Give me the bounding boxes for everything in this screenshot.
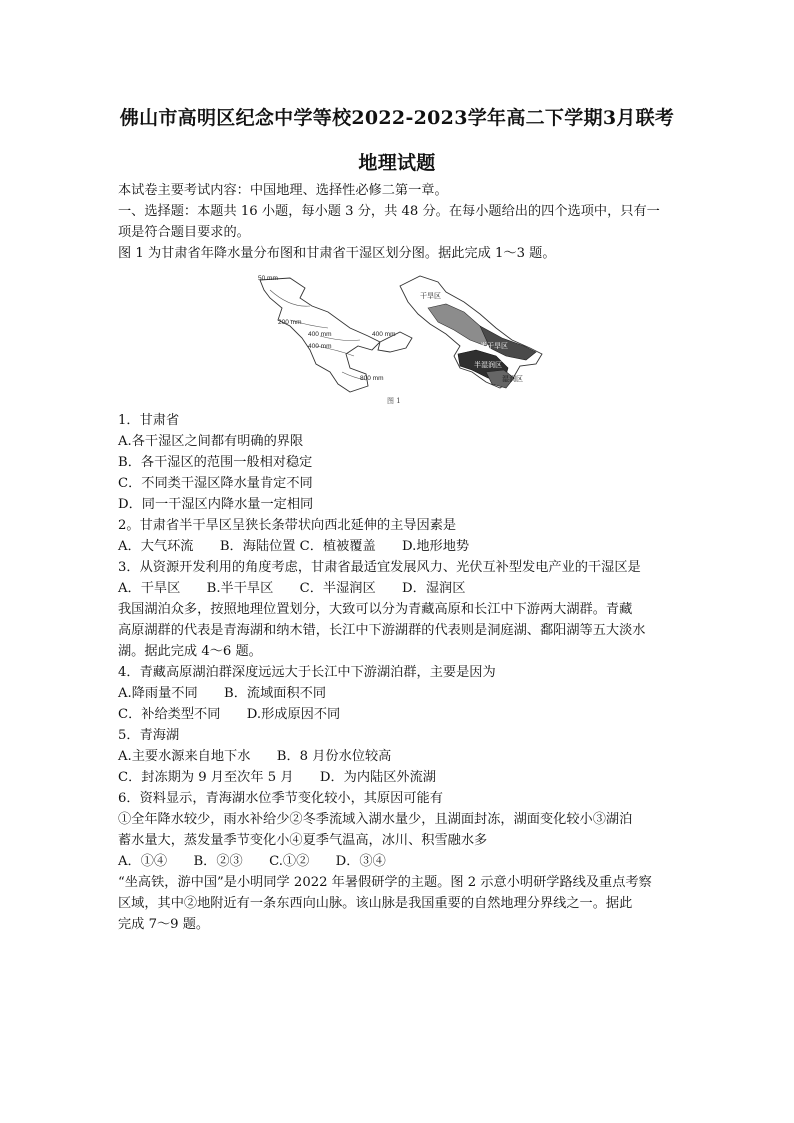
question-3-stem: 3．从资源开发利用的角度考虑，甘肃省最适宜发展风力、光伏互补型发电产业的干湿区是 xyxy=(118,560,641,575)
section-instructions: 一、选择题：本题共 16 小题，每小题 3 分，共 48 分。在每小题给出的四个选项中，只有一 xyxy=(118,204,660,219)
question-6-stem: 6．资料显示，青海湖水位季节变化较小，其原因可能有 xyxy=(118,791,443,806)
question-6-statements-cont: 蓄水量大，蒸发量季节变化小④夏季气温高，冰川、积雪融水多 xyxy=(118,833,488,848)
lakes-passage-end: 湖。据此完成 4～6 题。 xyxy=(118,644,262,659)
page-title: 佛山市高明区纪念中学等校2022-2023学年高二下学期3月联考 xyxy=(119,107,675,129)
question-1-option-a: A.各干湿区之间都有明确的界限 xyxy=(118,434,304,449)
question-5-stem: 5．青海湖 xyxy=(118,728,180,743)
figure-1-maps xyxy=(250,268,550,410)
zone-label: 半湿润区 xyxy=(474,361,502,369)
lakes-passage: 我国湖泊众多，按照地理位置划分，大致可以分为青藏高原和长江中下游两大湖群。青藏 xyxy=(118,602,633,617)
figure-intro: 图 1 为甘肃省年降水量分布图和甘肃省干湿区划分图。据此完成 1～3 题。 xyxy=(118,246,556,261)
question-3-options: A．干旱区 B.半干旱区 C．半湿润区 D．湿润区 xyxy=(118,581,466,596)
question-5-options-ab: A.主要水源来自地下水 B．8 月份水位较高 xyxy=(118,749,392,764)
question-4-stem: 4．青藏高原湖泊群深度远远大于长江中下游湖泊群，主要是因为 xyxy=(118,665,496,680)
isohyet-label: 50 mm xyxy=(258,275,278,282)
isohyet-label: 800 mm xyxy=(360,375,384,382)
figure-caption: 图 1 xyxy=(387,397,401,405)
question-4-options-cd: C．补给类型不同 D.形成原因不同 xyxy=(118,707,341,722)
section-instructions-cont: 项是符合题目要求的。 xyxy=(118,225,250,240)
zone-label: 湿润区 xyxy=(502,375,523,383)
isohyet-label: 400 mm xyxy=(372,331,396,338)
question-5-options-cd: C．封冻期为 9 月至次年 5 月 D．为内陆区外流湖 xyxy=(118,770,436,785)
isohyet-label: 200 mm xyxy=(278,319,302,326)
question-2-stem: 2。甘肃省半干旱区呈狭长条带状向西北延伸的主导因素是 xyxy=(118,518,457,533)
lakes-passage-cont: 高原湖群的代表是青海湖和纳木错，长江中下游湖群的代表则是洞庭湖、鄱阳湖等五大淡水 xyxy=(118,623,646,638)
railway-passage-cont: 区域，其中②地附近有一条东西向山脉。该山脉是我国重要的自然地理分界线之一。据此 xyxy=(118,896,633,911)
zone-label: 半干旱区 xyxy=(480,342,508,350)
railway-passage: “坐高铁，游中国”是小明同学 2022 年暑假研学的主题。图 2 示意小明研学路线及重点考察 xyxy=(118,875,652,890)
railway-passage-end: 完成 7～9 题。 xyxy=(118,917,210,932)
question-1-option-b: B．各干湿区的范围一般相对稳定 xyxy=(118,455,313,470)
precipitation-map xyxy=(258,275,412,392)
question-6-statements: ①全年降水较少，雨水补给少②冬季流域入湖水量少，且湖面封冻，湖面变化较小③湖泊 xyxy=(118,812,633,827)
question-1-option-c: C．不同类干湿区降水量肯定不同 xyxy=(118,476,313,491)
exam-scope: 本试卷主要考试内容：中国地理、选择性必修二第一章。 xyxy=(118,183,448,198)
question-6-options: A．①④ B．②③ C.①② D．③④ xyxy=(118,854,386,869)
isohyet-label: 400 mm xyxy=(308,331,332,338)
isohyet-label: 400 mm xyxy=(308,343,332,350)
question-2-options: A．大气环流 B．海陆位置 C．植被覆盖 D.地形地势 xyxy=(118,539,470,554)
question-4-options-ab: A.降雨量不同 B．流域面积不同 xyxy=(118,686,327,701)
zone-label: 干旱区 xyxy=(420,292,441,300)
page-subtitle: 地理试题 xyxy=(358,152,436,174)
dry-wet-zone-map xyxy=(400,276,542,388)
question-1-stem: 1．甘肃省 xyxy=(118,413,180,428)
question-1-option-d: D．同一干湿区内降水量一定相同 xyxy=(118,497,314,512)
